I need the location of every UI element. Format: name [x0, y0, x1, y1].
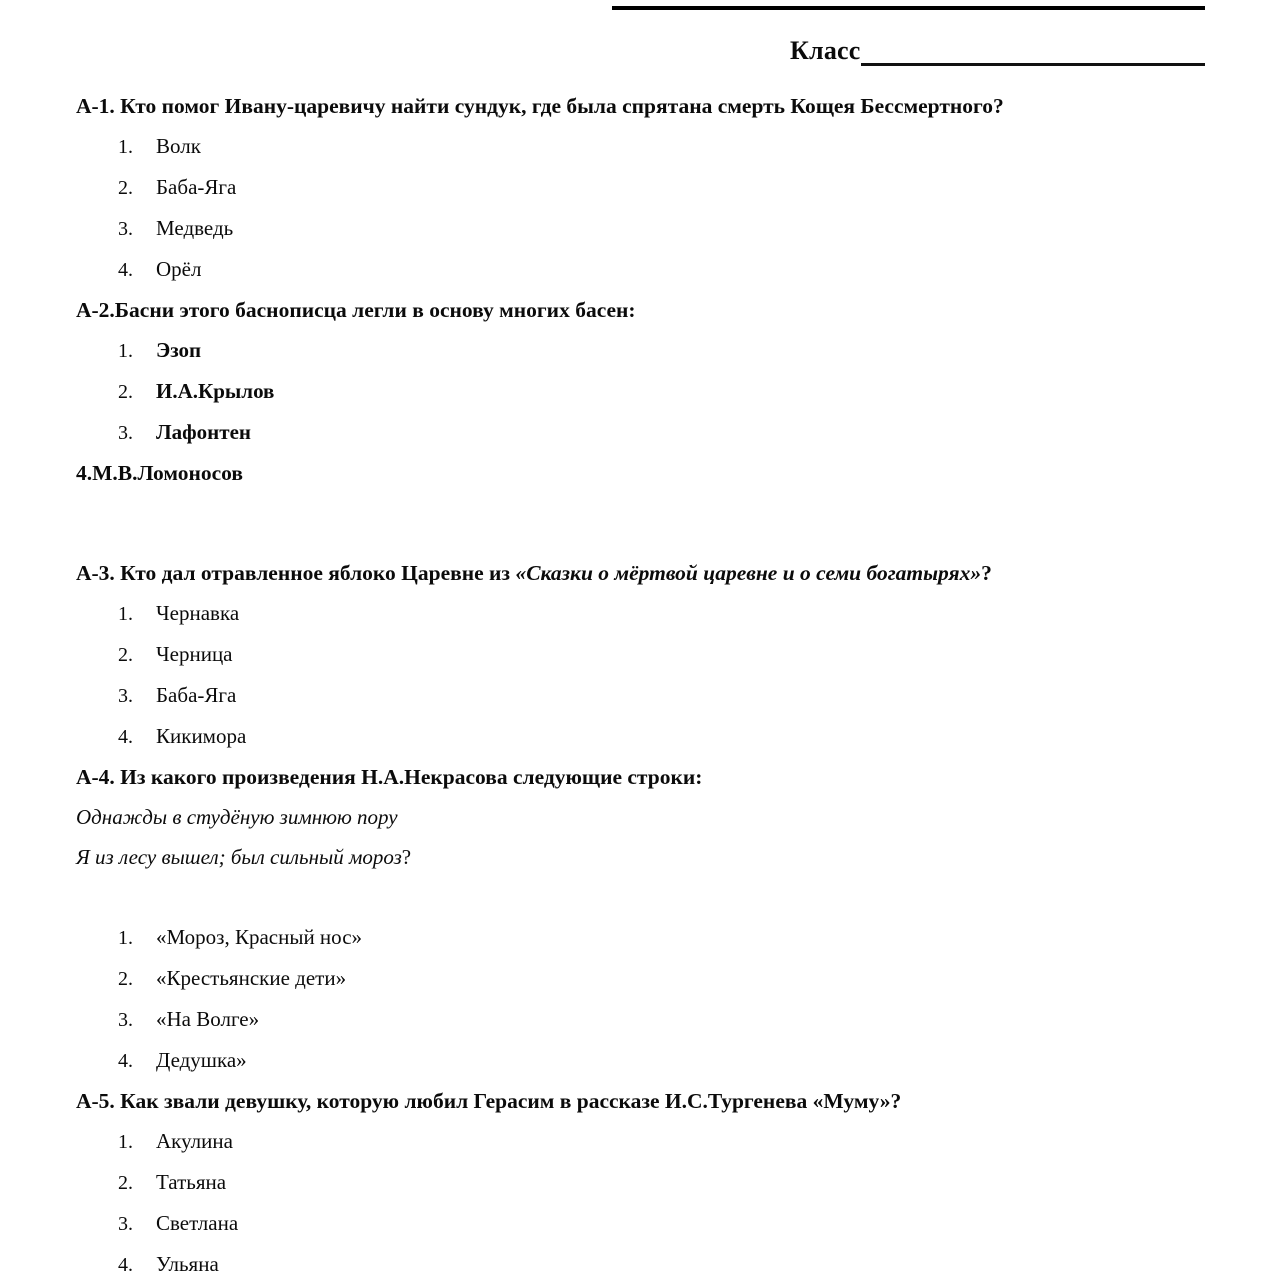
option-number: 2.	[118, 968, 133, 990]
verse-line-2	[0, 837, 1280, 877]
question-title-a3	[0, 553, 1280, 593]
option-number: 1.	[118, 1131, 133, 1153]
question-title-a3-part1: А-3. Кто дал отравленное яблоко Царевне из	[76, 561, 516, 585]
option-label: Баба-Яга	[156, 683, 237, 707]
option-label: И.А.Крылов	[156, 379, 275, 403]
option-item[interactable]	[0, 330, 1280, 371]
option-number: 2.	[118, 644, 133, 666]
question-title-a5: А-5. Как звали девушку, которую любил Герасим в рассказе И.С.Тургенева «Муму»?	[76, 1089, 902, 1113]
question-block-a4	[0, 757, 1280, 1081]
option-number: 4.	[118, 1050, 133, 1072]
option-item[interactable]	[0, 412, 1280, 453]
class-label: Класс	[790, 36, 861, 65]
option-number: 2.	[118, 1172, 133, 1194]
option-label: «На Волге»	[156, 1007, 260, 1031]
option-item[interactable]	[0, 1121, 1280, 1162]
option-number: 1.	[118, 136, 133, 158]
option-label: «Мороз, Красный нос»	[156, 925, 363, 949]
option-item[interactable]	[0, 593, 1280, 634]
option-list-a2	[0, 330, 1280, 453]
verse-line-2-text: Я из лесу вышел; был сильный мороз	[76, 845, 402, 869]
question-title-a3-work-title: «Сказки о мёртвой царевне и о семи богатырях»	[515, 561, 982, 585]
questions-container	[0, 86, 1280, 1285]
option-label: Акулина	[156, 1129, 233, 1153]
option-number: 4.	[118, 726, 133, 748]
question-block-a3	[0, 553, 1280, 757]
header-horizontal-rule	[612, 6, 1205, 10]
option-item[interactable]	[0, 716, 1280, 757]
verse-line-1: Однажды в студёную зимнюю пору	[76, 805, 398, 829]
option-label: Орёл	[156, 257, 202, 281]
option-label: Дедушка»	[156, 1048, 247, 1072]
page-bottom-clip	[0, 1274, 1280, 1280]
option-list-a1	[0, 126, 1280, 290]
option-item[interactable]	[0, 1203, 1280, 1244]
option-number: 3.	[118, 218, 133, 240]
option-item[interactable]	[0, 371, 1280, 412]
option-label: Волк	[156, 134, 201, 158]
option-number: 1.	[118, 927, 133, 949]
option-label: Баба-Яга	[156, 175, 237, 199]
page-header	[0, 0, 1280, 78]
class-field-row	[612, 26, 1205, 66]
option-item[interactable]	[0, 958, 1280, 999]
option-label: Кикимора	[156, 724, 247, 748]
option-list-a5	[0, 1121, 1280, 1285]
question-title-a4: А-4. Из какого произведения Н.А.Некрасова следующие строки:	[76, 765, 703, 789]
option-item[interactable]	[0, 917, 1280, 958]
option-number: 3.	[118, 422, 133, 444]
question-block-a1	[0, 86, 1280, 290]
verse-line-2-question-mark: ?	[401, 845, 412, 869]
option-item[interactable]	[0, 249, 1280, 290]
blank-line-spacer	[0, 493, 1280, 533]
option-number: 2.	[118, 177, 133, 199]
question-title-a1: А-1. Кто помог Ивану-царевичу найти сундук, где была спрятана смерть Кощея Бессмертного?	[76, 94, 1004, 118]
option-number: 1.	[118, 340, 133, 362]
option-label: Татьяна	[156, 1170, 227, 1194]
option-number: 3.	[118, 1009, 133, 1031]
option-item[interactable]	[0, 126, 1280, 167]
option-label: Медведь	[156, 216, 234, 240]
option-item[interactable]	[0, 167, 1280, 208]
option-number: 2.	[118, 381, 133, 403]
option-item[interactable]	[0, 1040, 1280, 1081]
option-label: Черница	[156, 642, 233, 666]
option-label: «Крестьянские дети»	[156, 966, 347, 990]
option-item[interactable]	[0, 208, 1280, 249]
option-label: Чернавка	[156, 601, 240, 625]
option-label: Эзоп	[156, 338, 202, 362]
option-list-a4	[0, 917, 1280, 1081]
option-item[interactable]	[0, 999, 1280, 1040]
option-number: 1.	[118, 603, 133, 625]
option-item-flush-left[interactable]: 4.М.В.Ломоносов	[76, 461, 243, 485]
option-item[interactable]	[0, 1162, 1280, 1203]
option-label: Светлана	[156, 1211, 239, 1235]
blank-line-spacer	[0, 877, 1280, 917]
option-number: 3.	[118, 1213, 133, 1235]
option-item[interactable]	[0, 675, 1280, 716]
blank-line-spacer	[0, 533, 1280, 553]
question-title-a3-part2: ?	[981, 561, 992, 585]
class-blank-line[interactable]	[861, 37, 1205, 66]
option-item[interactable]	[0, 634, 1280, 675]
question-block-a2	[0, 290, 1280, 553]
option-number: 3.	[118, 685, 133, 707]
option-number: 4.	[118, 1254, 133, 1276]
option-label: Ульяна	[156, 1252, 219, 1276]
option-list-a3	[0, 593, 1280, 757]
option-label: Лафонтен	[156, 420, 252, 444]
option-number: 4.	[118, 259, 133, 281]
question-block-a5	[0, 1081, 1280, 1285]
question-title-a2: А-2.Басни этого баснописца легли в основу многих басен:	[76, 298, 636, 322]
